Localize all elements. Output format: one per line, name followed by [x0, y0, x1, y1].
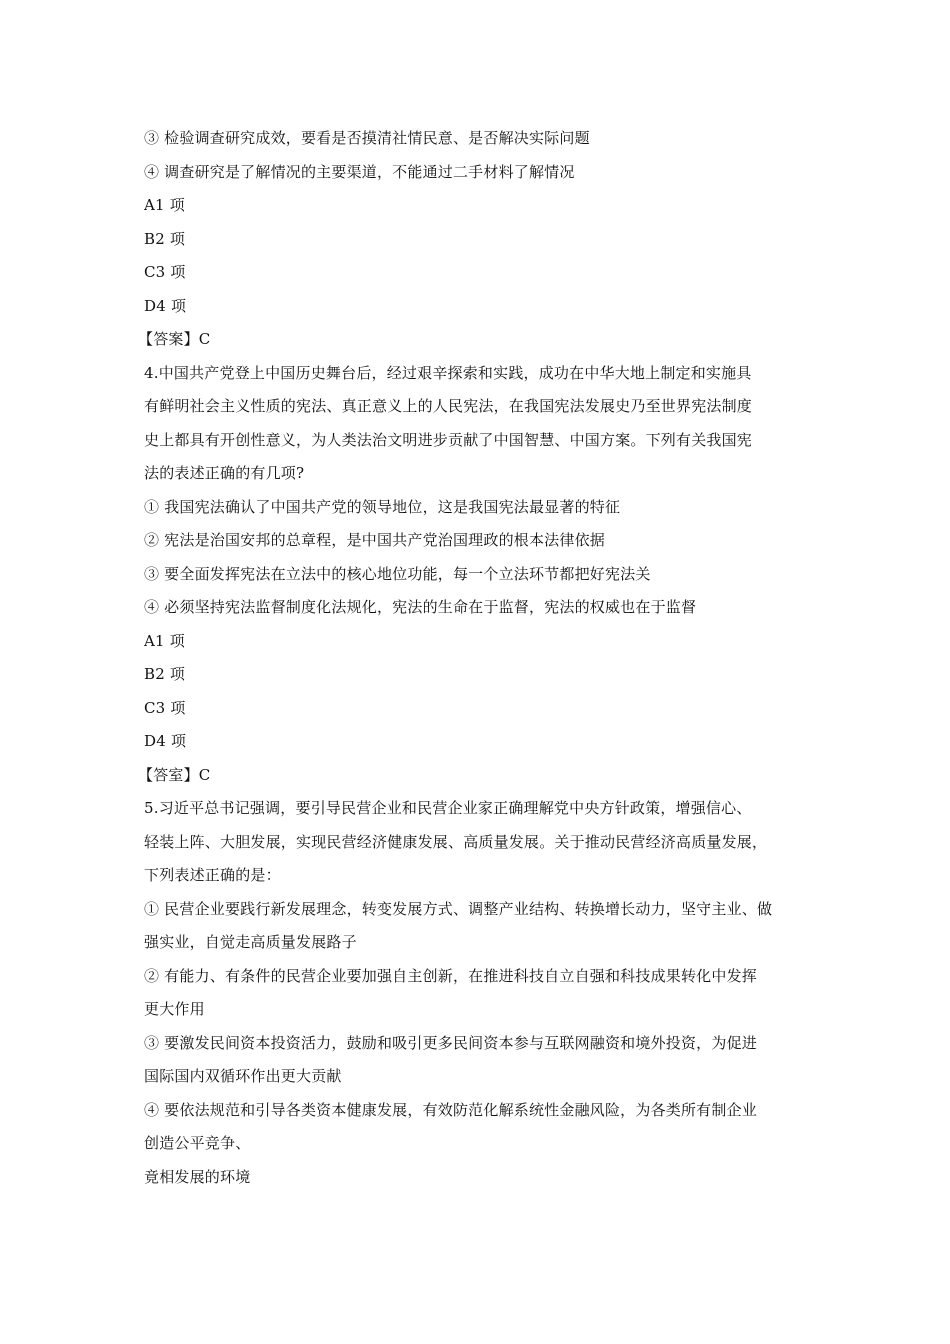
q3-choice-c: C3 项: [144, 263, 186, 281]
q4-choice-d: D4 项: [144, 732, 187, 750]
q3-choice-d: D4 项: [144, 296, 187, 315]
q3-choice-b: B2 项: [144, 229, 186, 248]
q4-stem-line-1: 4.中国共产党登上中国历史舞台后，经过艰辛探索和实践，成功在中华大地上制定和实施具: [144, 363, 752, 382]
q3-choice-a: A1 项: [144, 196, 185, 214]
q4-answer: 【答室】C: [138, 765, 211, 784]
q3-answer: 【答案】C: [138, 330, 211, 348]
q4-option-1: ① 我国宪法确认了中国共产党的领导地位，这是我国宪法最显著的特征: [144, 497, 621, 516]
q4-stem-line-3: 史上都具有开创性意义，为人类法治文明进步贡献了中国智慧、中国方案。下列有关我国宪: [144, 430, 753, 449]
q4-choice-a: A1 项: [144, 631, 185, 650]
q5-option-4-line-2: 创造公平竞争、: [144, 1134, 251, 1152]
document-page: [138, 122, 812, 1194]
q4-option-3: ③ 要全面发挥宪法在立法中的核心地位功能，每一个立法环节都把好宪法关: [144, 564, 651, 583]
q5-option-2-line-2: 更大作用: [144, 1000, 205, 1018]
q5-option-1-line-1: ① 民营企业要践行新发展理念，转变发展方式、调整产业结构、转换增长动力，坚守主业、做: [144, 899, 773, 918]
q3-option-4: ④ 调查研究是了解情况的主要渠道，不能通过二手材料了解情况: [144, 162, 575, 181]
q4-stem-line-2: 有鲜明社会主义性质的宪法、真正意义上的人民宪法，在我国宪法发展史乃至世界宪法制度: [144, 397, 753, 415]
q5-option-4-line-1: ④ 要依法规范和引导各类资本健康发展，有效防范化解系统性金融风险，为各类所有制企业: [144, 1100, 757, 1119]
q5-stem-line-2: 轻装上阵、大胆发展，实现民营经济健康发展、高质量发展。关于推动民营经济高质量发展，: [144, 832, 768, 851]
q4-choice-c: C3 项: [144, 698, 186, 717]
q5-option-3-line-2: 国际国内双循环作出更大贡献: [144, 1067, 342, 1085]
q4-option-4: ④ 必须坚持宪法监督制度化法规化，宪法的生命在于监督，宪法的权威也在于监督: [144, 598, 697, 616]
q5-stem-line-3: 下列表述正确的是：: [144, 866, 281, 884]
q5-option-4-line-3: 竟相发展的环境: [144, 1167, 251, 1186]
q5-option-1-line-2: 强实业，自觉走高质量发展路子: [144, 933, 357, 951]
q5-option-2-line-1: ② 有能力、有条件的民营企业要加强自主创新，在推进科技自立自强和科技成果转化中发挥: [144, 966, 757, 985]
q4-option-2: ② 宪法是治国安邦的总章程，是中国共产党治国理政的根本法律依据: [144, 531, 605, 549]
q5-stem-line-1: 5.习近平总书记强调，要引导民营企业和民营企业家正确理解党中央方针政策，增强信心、: [144, 799, 752, 817]
q4-choice-b: B2 项: [144, 665, 186, 683]
q5-option-3-line-1: ③ 要激发民间资本投资活力，鼓励和吸引更多民间资本参与互联网融资和境外投资，为促进: [144, 1033, 757, 1052]
q3-option-3: ③ 检验调查研究成效，要看是否摸清社情民意、是否解决实际问题: [144, 129, 590, 147]
q4-stem-line-4: 法的表述正确的有几项?: [144, 464, 305, 482]
